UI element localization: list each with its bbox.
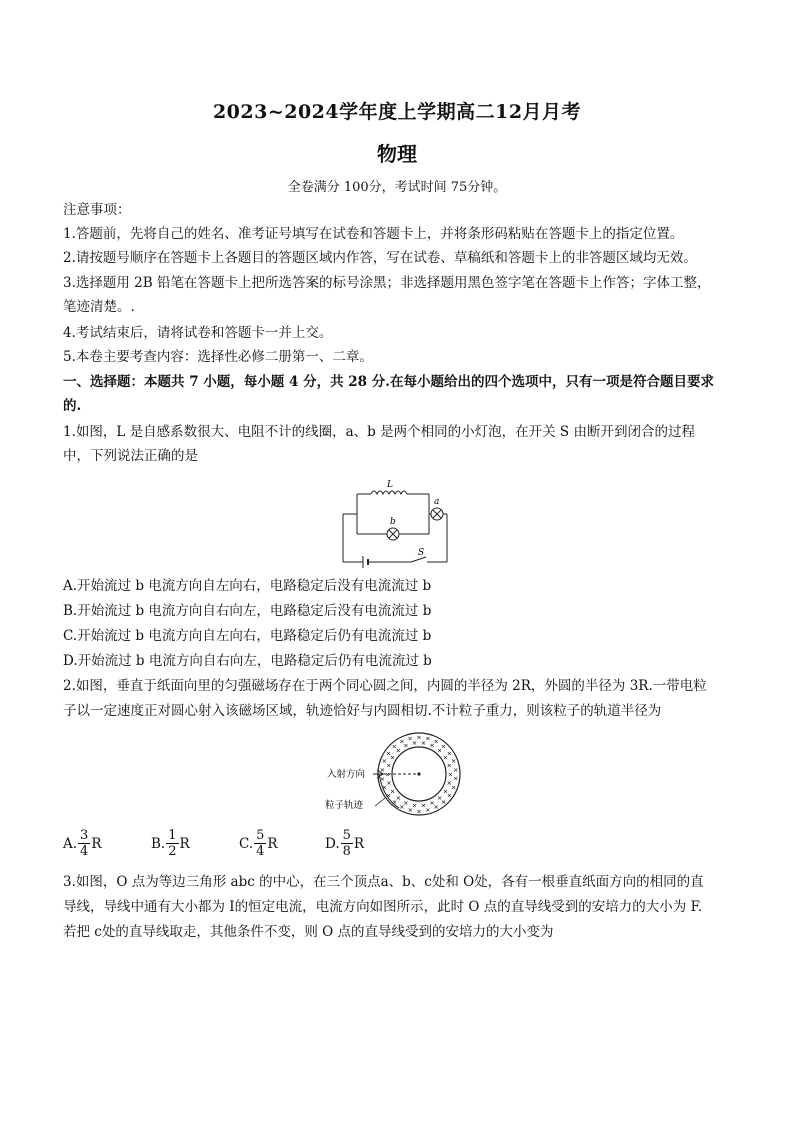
numerator: 1 [168,828,177,843]
q2-option-c [239,828,278,859]
field-x-mark: × [384,770,391,779]
field-x-mark: × [425,806,431,815]
field-x-mark: × [403,741,409,750]
field-x-mark: × [416,807,422,816]
field-x-mark: × [446,761,452,770]
note-item: 1.答题前，先将自己的姓名、准考证号填写在试卷和答题卡上，并将条形码粘贴在答题卡上的指定位置。 [63,226,684,242]
q2-magnetic-field-diagram [325,728,471,820]
lamp-b-symbol [387,528,399,540]
q1-option-c: C.开始流过 b 电流方向自左向右，电路稳定后仍有电流流过 b [63,628,432,644]
field-x-mark: × [399,737,405,746]
field-x-mark: × [420,801,427,810]
trajectory-label: 粒子轨迹 [325,800,364,811]
field-x-mark: × [450,783,457,792]
field-x-mark: × [386,779,392,788]
lamp-b-label: b [390,517,396,527]
q3-stem: 3.如图，O 点为等边三角形 abc 的中心，在三个顶点a、b、c处和 O处，各有一根垂直纸面方向的相同的直 [63,874,704,890]
fraction [166,828,178,859]
field-x-mark: × [391,798,398,806]
field-x-mark: × [385,791,392,800]
fraction [254,828,266,859]
q2-option-d [325,828,364,859]
note-item: 4.考试结束后，请将试卷和答题卡一并上交。 [63,325,333,341]
fraction [341,828,353,859]
field-x-mark: × [391,742,398,751]
q1-option-a: A.开始流过 b 电流方向自左向右，电路稳定后没有电流流过 b [63,578,432,594]
q1-stem-cont: 中，下列说法正确的是 [63,448,198,464]
note-item: 3.选择题用 2B 铅笔在答题卡上把所选答案的标号涂黑；非选择题用黑色签字笔在答题卡上作答；字体工整， [63,275,711,291]
field-x-mark: × [381,757,388,766]
unit: R [353,835,365,852]
field-x-mark: × [447,770,454,779]
field-x-mark: × [416,733,422,742]
field-x-mark: × [403,799,409,807]
field-x-mark: × [429,741,435,750]
field-x-mark: × [450,757,457,766]
field-x-mark: × [440,798,447,806]
exam-info: 全卷满分 100分，考试时间 75分钟。 [287,180,507,195]
field-x-mark: × [436,746,443,755]
denominator: 2 [168,844,177,859]
field-x-mark: × [425,734,431,743]
lamp-a-symbol [431,508,443,520]
q2-stem-cont: 子以一定速度正对圆心射入该磁场区域，轨迹恰好与内圆相切.不计粒子重力，则该粒子的轨道半径为 [63,703,662,719]
option-letter: B. [151,835,166,852]
field-x-mark: × [442,753,449,762]
field-x-mark: × [399,803,405,812]
fraction [78,828,90,859]
numerator: 3 [80,828,89,843]
q1-stem: 1.如图，L 是自感系数很大、电阻不计的线圈，a、b 是两个相同的小灯泡，在开关 S 由断开到闭合的过程 [63,424,695,440]
section-heading: 一、选择题：本题共 7 小题，每小题 4 分，共 28 分.在每小题给出的四个选项中，只有一项是符合题目要求 [63,374,714,390]
switch-label: S [418,548,425,558]
field-x-mark: × [411,801,418,810]
field-x-mark: × [420,739,427,748]
field-x-mark: × [389,753,396,762]
field-x-mark: × [386,761,392,770]
field-x-mark: × [379,765,386,774]
q1-option-d: D.开始流过 b 电流方向自右向左，电路稳定后仍有电流流过 b [63,653,432,669]
note-item: 2.请按题号顺序在答题卡上各题目的答题区域内作答，写在试卷、草稿纸和答题卡上的非答题区域均无效。 [63,250,697,266]
unit: R [267,835,278,852]
q3-stem-cont2: 若把 c处的直导线取走，其他条件不变，则 O 点的直导线受到的安培力的大小变为 [63,924,554,940]
field-x-mark: × [446,791,453,800]
field-x-mark: × [389,787,396,796]
section-heading-cont: 的. [63,398,82,414]
q3-stem-cont: 导线，导线中通有大小都为 I的恒定电流，电流方向如图所示，此时 O 点的直导线受到的安培力的大小为 F. [63,899,703,915]
incident-direction-label: 入射方向 [327,769,366,780]
numerator: 5 [342,828,351,843]
denominator: 4 [256,844,265,859]
field-x-mark: × [429,799,435,807]
numerator: 5 [256,828,265,843]
field-x-mark: × [433,737,439,746]
battery-symbol [363,556,368,568]
option-letter: D. [325,835,340,852]
subject-title: 物理 [377,142,417,166]
coil-label: L [387,480,393,490]
field-x-mark: × [452,774,459,783]
field-x-mark: × [381,783,388,792]
field-x-mark: × [436,794,443,803]
field-x-mark: × [452,765,459,774]
option-letter: A. [63,835,78,852]
unit: R [179,835,190,852]
center-dot [417,772,420,775]
field-x-mark: × [446,779,452,788]
denominator: 4 [80,844,89,859]
q2-option-a [63,828,102,859]
field-x-mark: × [395,746,402,755]
field-x-mark: × [433,803,439,811]
exam-title: 2023~2024学年度上学期高二12月月考 [212,101,582,123]
field-x-mark: × [442,787,449,796]
denominator: 8 [342,844,351,859]
q2-options [63,828,743,868]
field-x-mark: × [407,806,413,815]
q2-stem: 2.如图，垂直于纸面向里的匀强磁场存在于两个同心圆之间，内圆的半径为 2R，外圆的半径为 3R.一带电粒 [63,678,707,694]
q1-circuit-diagram [335,478,455,570]
q1-option-b: B.开始流过 b 电流方向自右向左，电路稳定后没有电流流过 b [63,603,432,619]
field-x-mark: × [446,749,453,758]
notes-heading: 注意事项： [63,202,131,218]
field-x-mark: × [411,739,418,748]
unit: R [91,835,102,852]
note-item: 笔迹清楚。. [63,299,135,315]
field-x-mark: × [379,774,386,783]
note-item: 5.本卷主要考查内容：选择性必修二册第一、二章。 [63,349,373,365]
option-letter: C. [239,835,254,852]
field-x-mark: × [440,742,447,751]
lamp-a-label: a [434,497,440,507]
q2-option-b [151,828,190,859]
field-x-mark: × [395,794,402,803]
field-x-mark: × [407,734,413,743]
field-x-mark: × [385,749,392,758]
